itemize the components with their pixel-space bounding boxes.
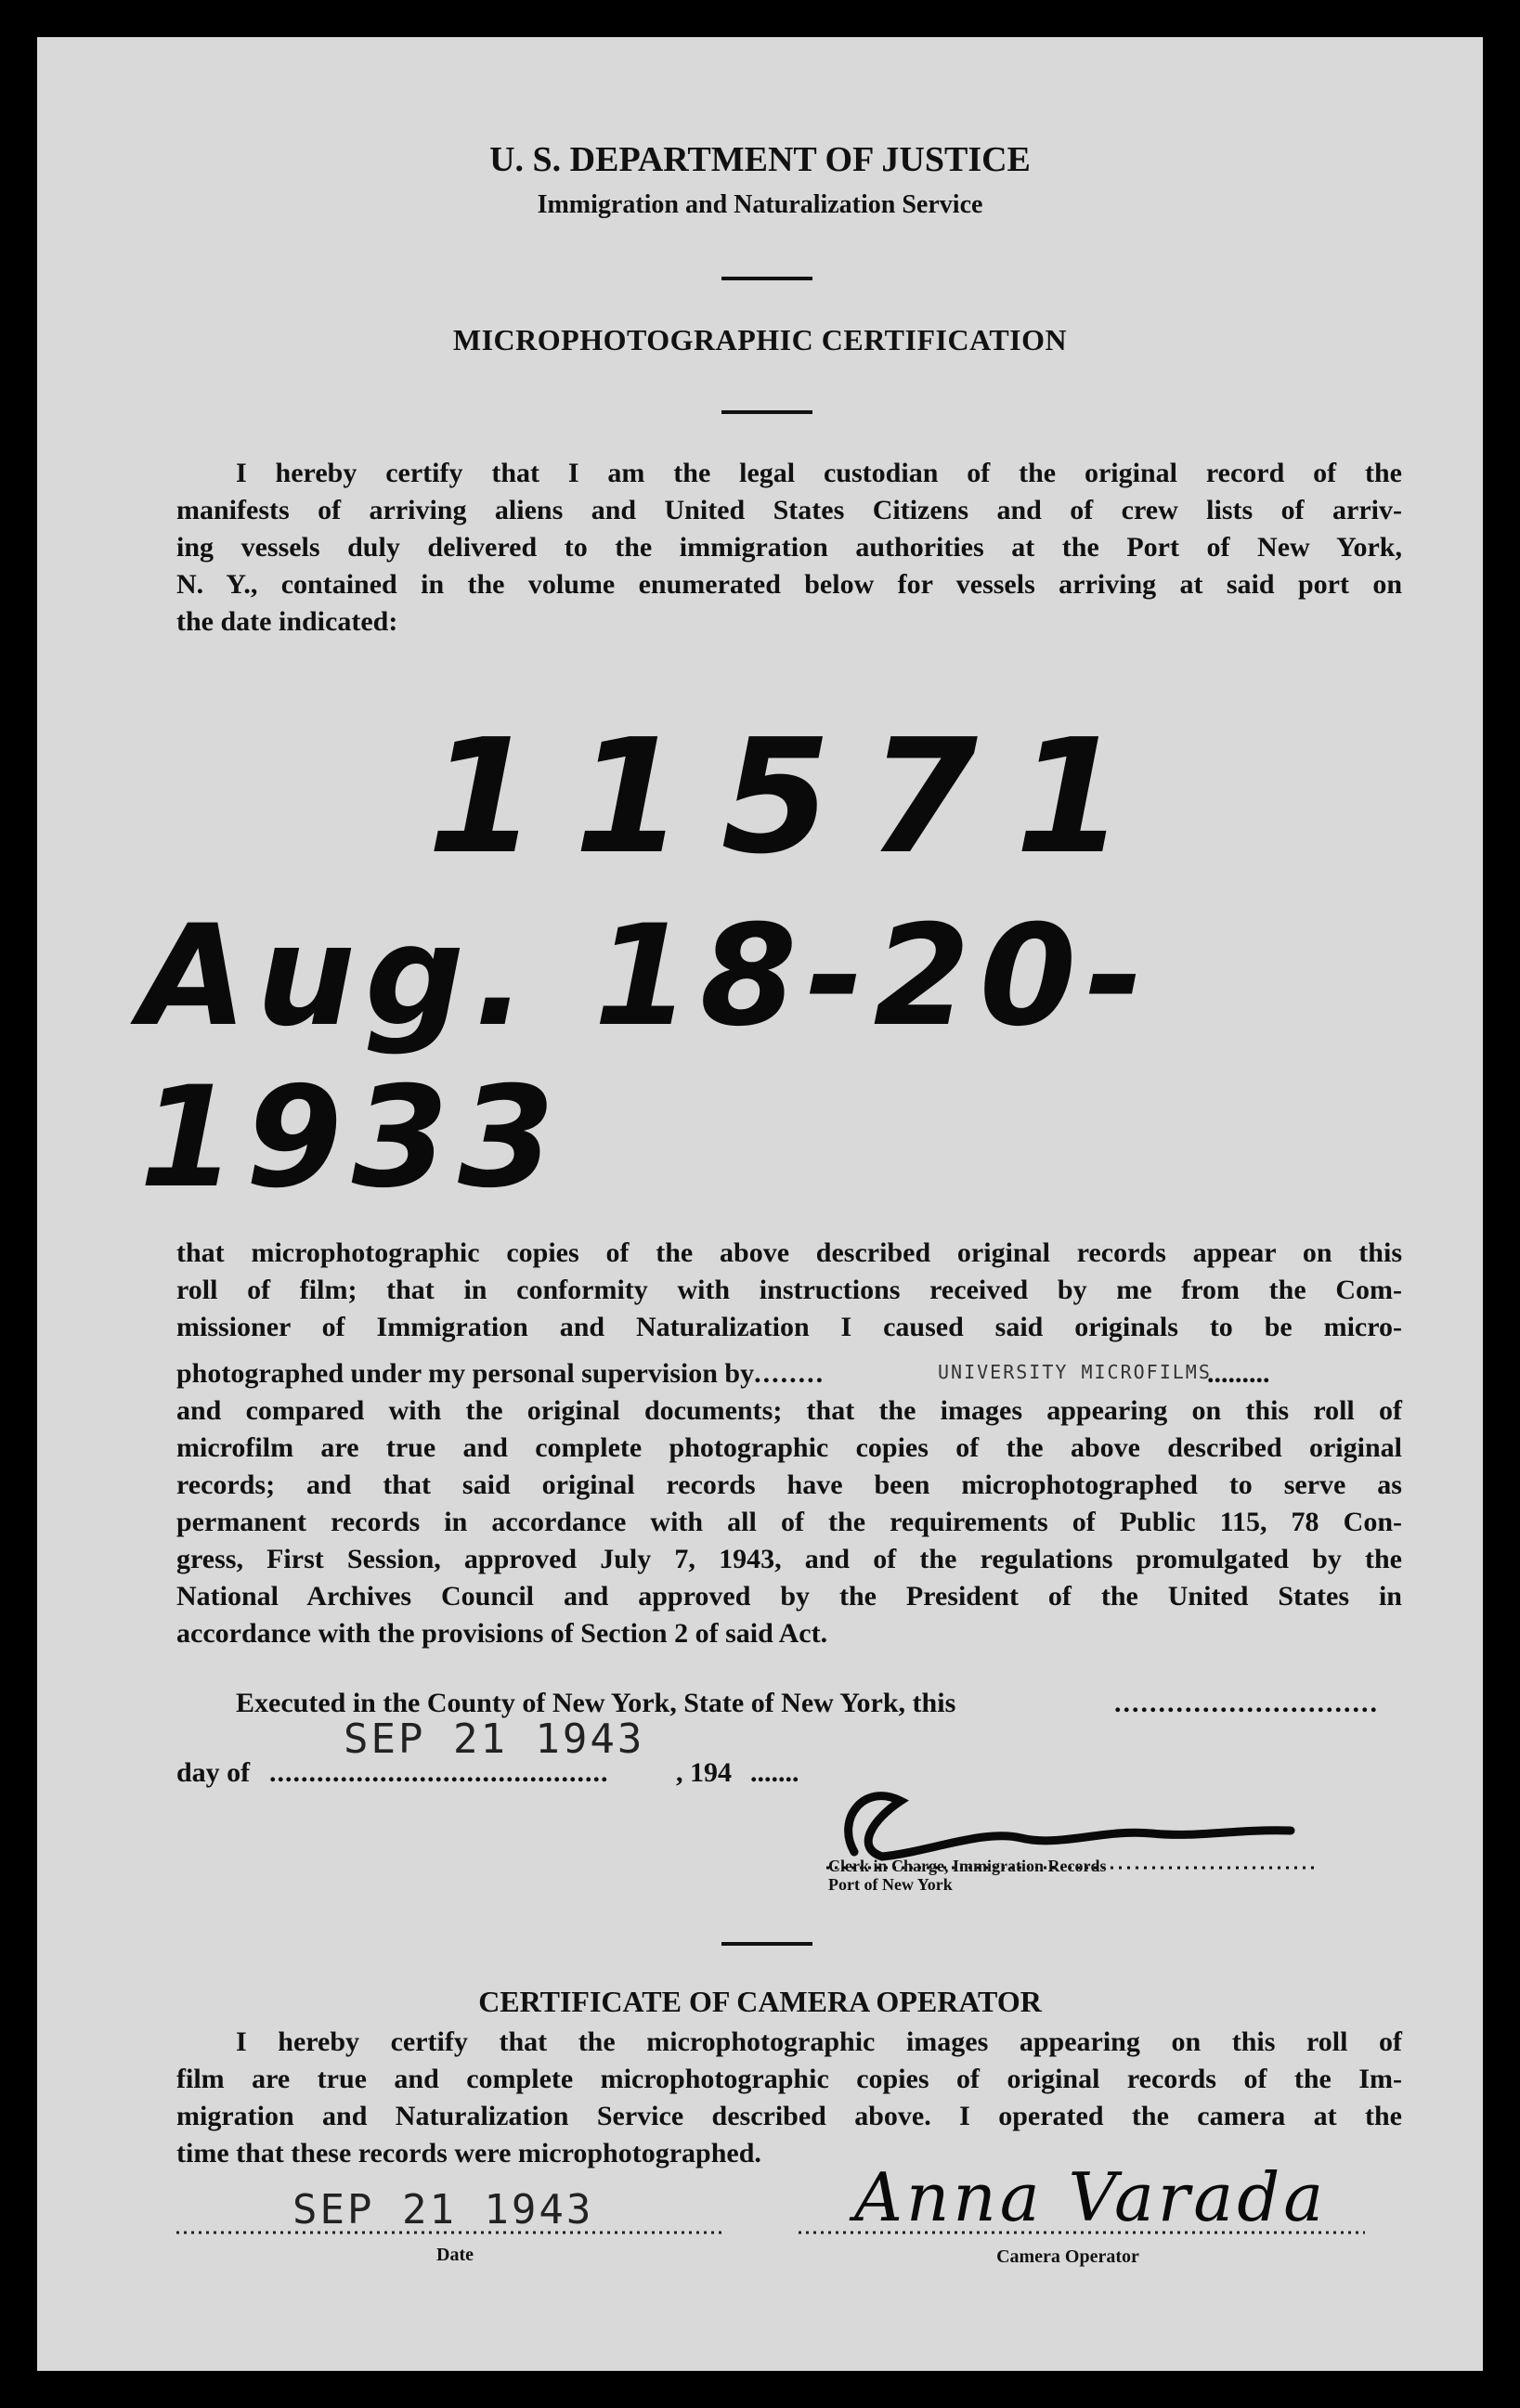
body-line: that microphotographic copies of the above described original records appear on this [176,1237,1402,1268]
body-line: roll of film; that in conformity with instructions received by me from the Com- [176,1275,1402,1305]
camera-line: migration and Naturalization Service described above. I operated the camera at the [176,2101,1402,2131]
divider [721,410,812,414]
intro-line: ing vessels duly delivered to the immigration authorities at the Port of New York, [176,532,1402,563]
executed-text: Executed in the County of New York, State of New York, this [236,1688,956,1718]
body-line: and compared with the original documents; that the images appearing on this roll of [176,1395,1402,1426]
intro-line: the date indicated: [176,606,398,637]
department-heading: U. S. DEPARTMENT OF JUSTICE [489,140,1031,179]
camera-paragraph [176,2024,1402,2172]
certificate-page [37,37,1483,2371]
body-paragraph-2 [176,1392,1402,1652]
dotted-leader: ....... [750,1757,799,1788]
body-line: permanent records in accordance with all of the requirements of Public 115, 78 Con- [176,1507,1402,1537]
dotted-leader: .............................. [1114,1688,1379,1718]
camera-operator-label: Camera Operator [996,2246,1139,2267]
certification-title: MICROPHOTOGRAPHIC CERTIFICATION [452,323,1068,356]
body-line: records; and that said original records have been microphotographed to serve as [176,1469,1402,1500]
dotted-leader: ........................................... [269,1757,609,1788]
body-line: gress, First Session, approved July 7, 1943, and of the regulations promulgated by the [176,1544,1402,1574]
camera-line: time that these records were microphotographed. [176,2138,761,2168]
body-line: National Archives Council and approved by the President of the United States in [176,1581,1402,1612]
body-line: microfilm are true and complete photographic copies of the above described original [176,1432,1402,1463]
dotted-leader: ........ [754,1358,825,1389]
body-paragraph [176,1235,1402,1346]
camera-operator-signature: Anna Varada [854,2158,1328,2236]
service-subheading: Immigration and Naturalization Service [537,190,983,219]
intro-line: manifests of arriving aliens and United States Citizens and of crew lists of arriv- [176,495,1402,525]
camera-certificate-title: CERTIFICATE OF CAMERA OPERATOR [478,1985,1042,2018]
clerk-port: Port of New York [828,1875,953,1894]
executed-date-stamp: SEP 21 1943 [344,1715,645,1763]
body-line: missioner of Immigration and Naturalization I caused said originals to be micro- [176,1312,1402,1342]
intro-paragraph [176,455,1402,641]
camera-date-stamp: SEP 21 1943 [292,2186,594,2233]
typed-photographer-name: UNIVERSITY MICROFILMS [938,1361,1212,1383]
handwritten-volume-number: 11571 [427,706,1163,889]
clerk-title: Clerk in Charge, Immigration Records [828,1857,1107,1875]
operator-dotted-line [799,2228,1365,2237]
divider [721,1942,812,1946]
handwritten-arrival-date: Aug. 18-20-1933 [139,896,1153,1219]
year-label: , 194 [676,1757,732,1788]
intro-line: N. Y., contained in the volume enumerated below for vessels arriving at said port on [176,569,1402,600]
photographed-prefix: photographed under my personal supervision by [176,1358,755,1389]
body-line: accordance with the provisions of Section 2 of said Act. [176,1618,828,1649]
camera-line: film are true and complete microphotographic copies of original records of the Im- [176,2064,1402,2094]
divider [721,277,812,280]
intro-line: I hereby certify that I am the legal custodian of the original record of the [236,458,1402,488]
camera-line: I hereby certify that the microphotographic images appearing on this roll of [236,2026,1402,2057]
date-label: Date [436,2245,474,2265]
day-of-label: day of [176,1757,251,1788]
dotted-leader: ......... [1207,1358,1270,1389]
date-dotted-line [176,2228,724,2237]
